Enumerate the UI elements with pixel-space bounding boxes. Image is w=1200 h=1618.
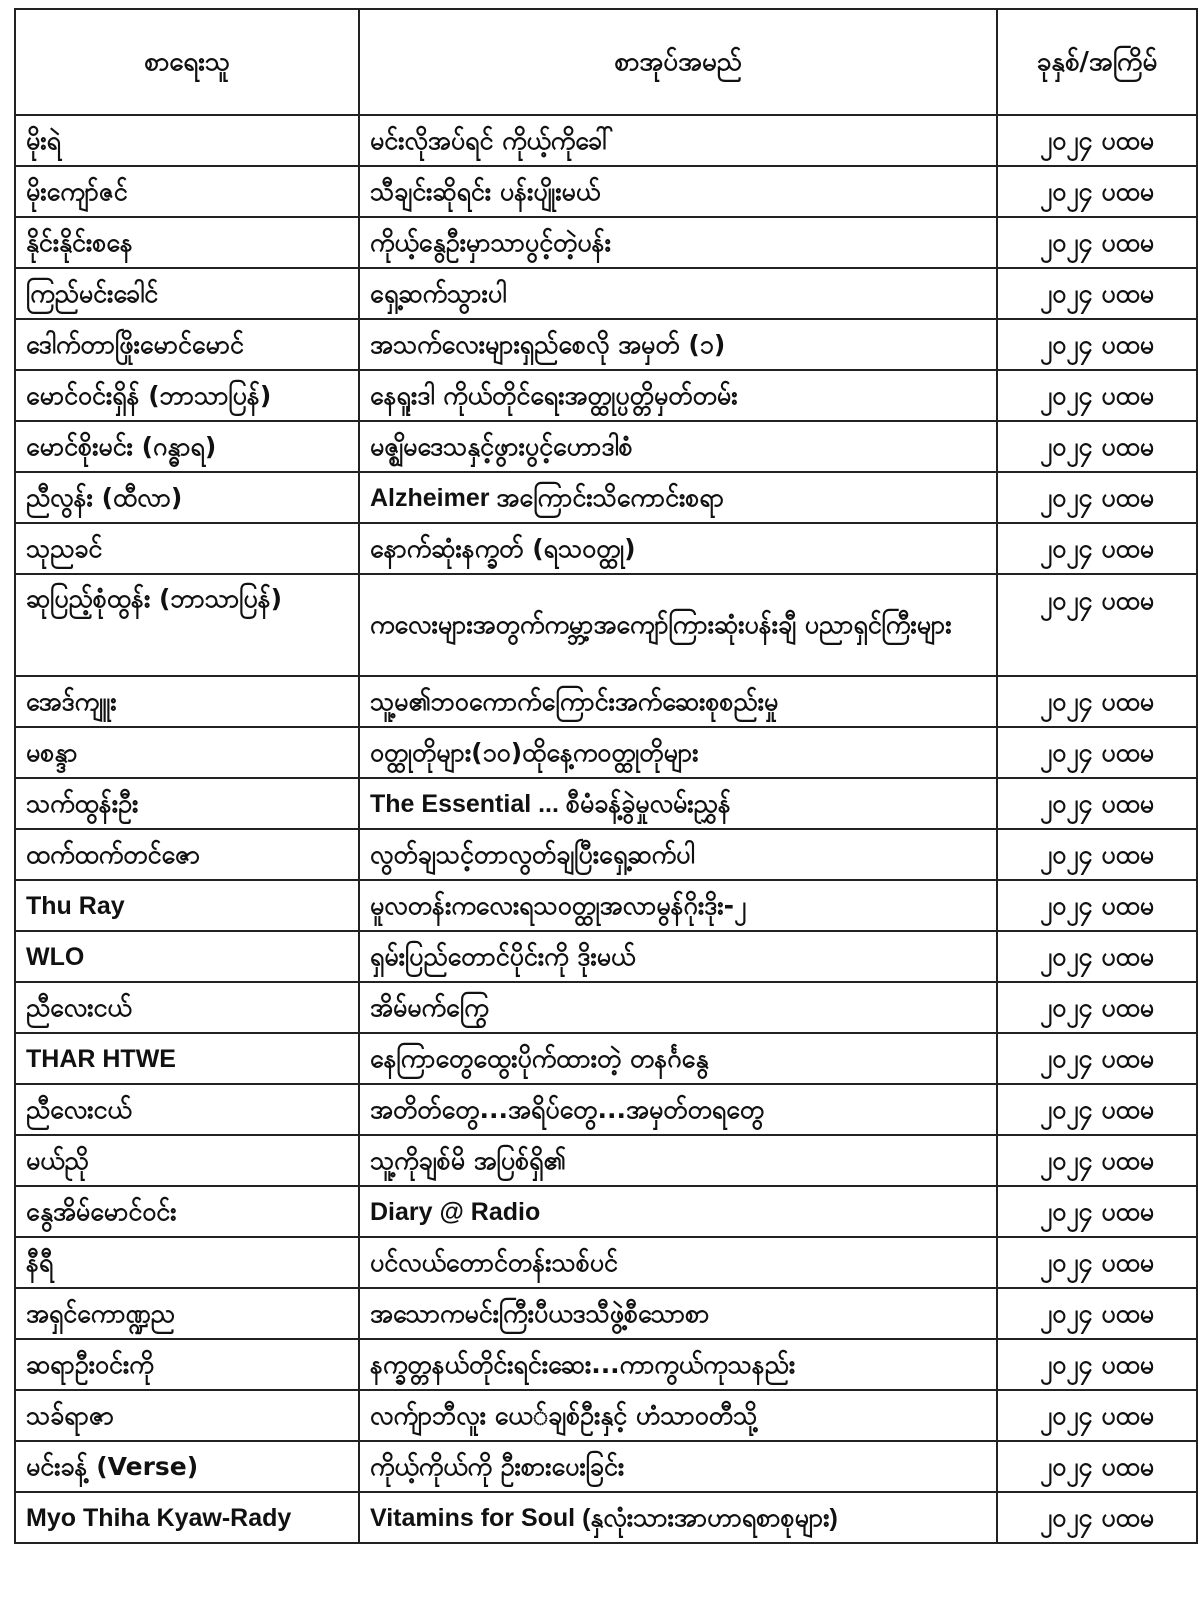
title-cell: မူလတန်းကလေးရသဝတ္ထုအလာမွန်ဂိုးဒိုး-၂	[359, 880, 997, 931]
title-cell: ကိုယ့်ကိုယ်ကို ဦးစားပေးခြင်း	[359, 1441, 997, 1492]
table-row	[15, 1135, 1197, 1186]
edition-cell: ၂၀၂၄ ပထမ	[997, 1084, 1197, 1135]
title-cell: Diary @ Radio	[359, 1186, 997, 1237]
author-cell: မိုးရဲ	[15, 115, 359, 166]
edition-cell: ၂၀၂၄ ပထမ	[997, 829, 1197, 880]
title-cell: ရှမ်းပြည်တောင်ပိုင်းကို ဒိုးမယ်	[359, 931, 997, 982]
edition-cell: ၂၀၂၄ ပထမ	[997, 676, 1197, 727]
table-row	[15, 1441, 1197, 1492]
title-cell: ကိုယ့်နွေဦးမှာသာပွင့်တဲ့ပန်း	[359, 217, 997, 268]
table-row	[15, 778, 1197, 829]
table-row	[15, 319, 1197, 370]
author-cell: မယ်ညို	[15, 1135, 359, 1186]
table-row	[15, 982, 1197, 1033]
title-cell: ကလေးများအတွက်ကမ္ဘာ့အကျော်ကြားဆုံးပန်းချီ ပညာရှင်ကြီးများ	[359, 574, 997, 676]
edition-cell: ၂၀၂၄ ပထမ	[997, 472, 1197, 523]
header-author: စာရေးသူ	[15, 9, 359, 115]
edition-cell: ၂၀၂၄ ပထမ	[997, 319, 1197, 370]
edition-cell: ၂၀၂၄ ပထမ	[997, 1441, 1197, 1492]
author-cell: ကြည်မင်းခေါင်	[15, 268, 359, 319]
edition-cell: ၂၀၂၄ ပထမ	[997, 1237, 1197, 1288]
edition-cell: ၂၀၂၄ ပထမ	[997, 166, 1197, 217]
title-cell: အသက်လေးများရှည်စေလို အမှတ် (၁)	[359, 319, 997, 370]
title-cell: နေကြာတွေထွေးပိုက်ထားတဲ့ တနင်္ဂနွေ	[359, 1033, 997, 1084]
table-row	[15, 1237, 1197, 1288]
author-cell: Myo Thiha Kyaw-Rady	[15, 1492, 359, 1543]
table-header-row	[15, 9, 1197, 115]
author-cell: ညီလေးငယ်	[15, 982, 359, 1033]
edition-cell: ၂၀၂၄ ပထမ	[997, 523, 1197, 574]
title-cell: လက်ျာဘီလူး ယေ်ချစ်ဦးနှင့် ဟံသာဝတီသို့	[359, 1390, 997, 1441]
table-row	[15, 370, 1197, 421]
table-row	[15, 217, 1197, 268]
table-row	[15, 676, 1197, 727]
header-edition: ခုနှစ်/အကြိမ်	[997, 9, 1197, 115]
edition-cell: ၂၀၂၄ ပထမ	[997, 217, 1197, 268]
edition-cell: ၂၀၂၄ ပထမ	[997, 982, 1197, 1033]
title-cell: လွတ်ချသင့်တာလွတ်ချပြီးရှေ့ဆက်ပါ	[359, 829, 997, 880]
author-cell: မစန္ဒာ	[15, 727, 359, 778]
table-row	[15, 523, 1197, 574]
edition-cell: ၂၀၂၄ ပထမ	[997, 574, 1197, 676]
author-cell: ဒေါက်တာဖြိုးမောင်မောင်	[15, 319, 359, 370]
edition-cell: ၂၀၂၄ ပထမ	[997, 268, 1197, 319]
author-cell: မောင်ဝင်းရှိန် (ဘာသာပြန်)	[15, 370, 359, 421]
author-cell: ညီလွန်း (ထီလာ)	[15, 472, 359, 523]
edition-cell: ၂၀၂၄ ပထမ	[997, 1390, 1197, 1441]
table-row	[15, 931, 1197, 982]
table-row	[15, 421, 1197, 472]
table-row	[15, 1186, 1197, 1237]
edition-cell: ၂၀၂၄ ပထမ	[997, 115, 1197, 166]
table-row	[15, 1339, 1197, 1390]
table-row	[15, 1390, 1197, 1441]
title-cell: အတိတ်တွေ...အရိပ်တွေ...အမှတ်တရတွေ	[359, 1084, 997, 1135]
table-row	[15, 1033, 1197, 1084]
title-cell: ပင်လယ်တောင်တန်းသစ်ပင်	[359, 1237, 997, 1288]
title-cell: သူ့မ၏ဘဝကောက်ကြောင်းအက်ဆေးစုစည်းမှု	[359, 676, 997, 727]
author-cell: ညီလေးငယ်	[15, 1084, 359, 1135]
author-cell: နိုင်းနိုင်းစနေ	[15, 217, 359, 268]
edition-cell: ၂၀၂၄ ပထမ	[997, 931, 1197, 982]
title-cell: နောက်ဆုံးနက္ခတ် (ရသဝတ္ထု)	[359, 523, 997, 574]
author-cell: သခ်ရာဇာ	[15, 1390, 359, 1441]
book-list-sheet	[14, 8, 1196, 1610]
title-cell: နက္ခတ္တနယ်တိုင်းရင်းဆေး...ကာကွယ်ကုသနည်း	[359, 1339, 997, 1390]
title-cell: အသောကမင်းကြီးပီယဒသီဖွဲ့စီသောစာ	[359, 1288, 997, 1339]
header-title: စာအုပ်အမည်	[359, 9, 997, 115]
table-row	[15, 727, 1197, 778]
author-cell: အရှင်ကောဏ္ဍည	[15, 1288, 359, 1339]
book-list-table	[14, 8, 1198, 1544]
title-cell: သူ့ကိုချစ်မိ အပြစ်ရှိ၏	[359, 1135, 997, 1186]
edition-cell: ၂၀၂၄ ပထမ	[997, 727, 1197, 778]
edition-cell: ၂၀၂၄ ပထမ	[997, 778, 1197, 829]
author-cell: မောင်စိုးမင်း (ဂန္ဓာရ)	[15, 421, 359, 472]
table-row	[15, 115, 1197, 166]
author-cell: သက်ထွန်းဦး	[15, 778, 359, 829]
author-cell: WLO	[15, 931, 359, 982]
edition-cell: ၂၀၂၄ ပထမ	[997, 1186, 1197, 1237]
table-row	[15, 268, 1197, 319]
edition-cell: ၂၀၂၄ ပထမ	[997, 880, 1197, 931]
table-row	[15, 472, 1197, 523]
author-cell: အေဒ်ကျူး	[15, 676, 359, 727]
author-cell: ဆရာဦးဝင်းကို	[15, 1339, 359, 1390]
table-row	[15, 880, 1197, 931]
title-cell: ဝတ္ထုတိုများ(၁၀)ထိုနေ့ကဝတ္ထုတိုများ	[359, 727, 997, 778]
title-cell: အိမ်မက်ကြွေ	[359, 982, 997, 1033]
table-row	[15, 166, 1197, 217]
author-cell: မင်းခန့် (Verse)	[15, 1441, 359, 1492]
author-cell: နွေအိမ်မောင်ဝင်း	[15, 1186, 359, 1237]
author-cell: မိုးကျော်ဇင်	[15, 166, 359, 217]
table-row	[15, 1288, 1197, 1339]
title-cell: မင်းလိုအပ်ရင် ကိုယ့်ကိုခေါ်	[359, 115, 997, 166]
edition-cell: ၂၀၂၄ ပထမ	[997, 1135, 1197, 1186]
table-row	[15, 1084, 1197, 1135]
title-cell: Alzheimer အကြောင်းသိကောင်းစရာ	[359, 472, 997, 523]
edition-cell: ၂၀၂၄ ပထမ	[997, 1492, 1197, 1543]
edition-cell: ၂၀၂၄ ပထမ	[997, 370, 1197, 421]
edition-cell: ၂၀၂၄ ပထမ	[997, 1288, 1197, 1339]
edition-cell: ၂၀၂၄ ပထမ	[997, 421, 1197, 472]
author-cell: ဆုပြည့်စုံထွန်း (ဘာသာပြန်)	[15, 574, 359, 676]
author-cell: နီရီ	[15, 1237, 359, 1288]
title-cell: The Essential ... စီမံခန့်ခွဲမှုလမ်းညွှန်	[359, 778, 997, 829]
author-cell: ထက်ထက်တင်ဇော	[15, 829, 359, 880]
title-cell: သီချင်းဆိုရင်း ပန်းပျိုးမယ်	[359, 166, 997, 217]
author-cell: THAR HTWE	[15, 1033, 359, 1084]
title-cell: Vitamins for Soul (နှလုံးသားအာဟာရစာစုများ)	[359, 1492, 997, 1543]
edition-cell: ၂၀၂၄ ပထမ	[997, 1033, 1197, 1084]
author-cell: သုညခင်	[15, 523, 359, 574]
table-row	[15, 829, 1197, 880]
author-cell: Thu Ray	[15, 880, 359, 931]
title-cell: နေရူးဒါ ကိုယ်တိုင်ရေးအတ္ထုပ္ပတ္တိမှတ်တမ်း	[359, 370, 997, 421]
table-row	[15, 1492, 1197, 1543]
table-row	[15, 574, 1197, 676]
title-cell: မဇ္ဈိမဒေသနှင့်ဖွားပွင့်ဟောဒါစံ	[359, 421, 997, 472]
title-cell: ရှေ့ဆက်သွားပါ	[359, 268, 997, 319]
edition-cell: ၂၀၂၄ ပထမ	[997, 1339, 1197, 1390]
